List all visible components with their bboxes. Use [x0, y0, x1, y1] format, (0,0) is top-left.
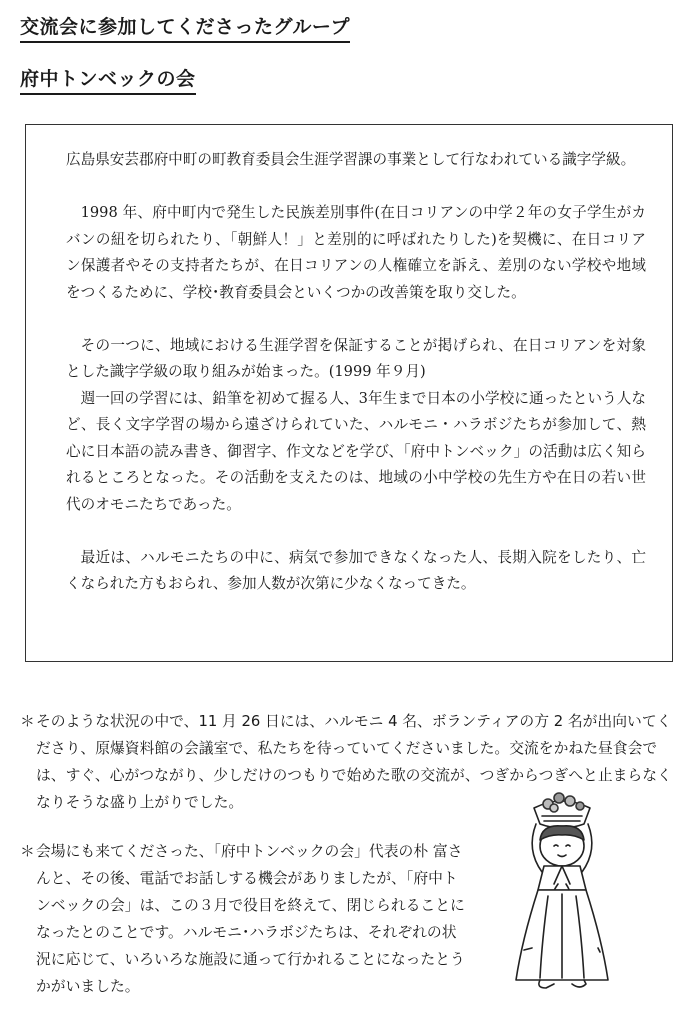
asterisk-mark: ＊ [20, 843, 35, 860]
paragraph-intro: 広島県安芸郡府中町の町教育委員会生涯学習課の事業として行なわれている識字学級。 [66, 151, 636, 168]
paragraph-activities: 週一回の学習には、鉛筆を初めて握る人、3年生まで日本の小学校に通ったという人など、長く文字学習の場から遠ざけられていた、ハルモニ・ハラボジたちが参加して、熱心に日本語の読み書き、御習字、作文などを学び、「府中トンベック」の活動は広く知られるところとなった。その活動を支えたのは、地域の小中学校の先生方や在日の若い世代のオモニたちであった。 [66, 389, 646, 513]
asterisk-mark: ＊ [20, 713, 35, 730]
note-text: 会場にも来てくださった、「府中トンベックの会」代表の朴 富さんと、その後、電話でお話しする機会がありましたが、「府中トンベックの会」は、この３月で役目を終えて、閉じられることになったとのことです。ハルモニ･ハラボジたちは、それぞれの状況に応じて、いろいろな施設に通って行かれることになったとうかがいました。 [36, 843, 465, 995]
note-item [20, 838, 466, 1000]
description-text [66, 147, 646, 598]
paragraph-background: 1998 年、府中町内で発生した民族差別事件(在日コリアンの中学２年の女子学生がカバンの紐を切られたり、「朝鮮人！」と差別的に呼ばれたりした)を契機に、在日コリアン保護者やその支持者たちが、在日コリアンの人権確立を訴え、差別のない学校や地域をつくるために、学校･教育委員会といくつかの改善策を取り交した。 [66, 204, 646, 301]
page-title: 交流会に参加してくださったグループ [20, 12, 350, 43]
woman-carrying-basket-icon [462, 780, 642, 1000]
note-text: そのような状況の中で、11 月 26 日には、ハルモニ 4 名、ボランティアの方 2 名が出向いてくださり、原爆資料館の会議室で、私たちを待っていてくださいました。交流をかねた昼食会では、すぐ、心がつながり、少しだけのつもりで始めた歌の交流が、つぎからつぎへと止まらなくなりそうな盛り上がりでした。 [36, 713, 672, 811]
paragraph-start: その一つに、地域における生涯学習を保証することが掲げられ、在日コリアンを対象とした識字学級の取り組みが始まった。(1999 年９月) [66, 336, 646, 380]
section-title: 府中トンベックの会 [20, 64, 196, 95]
description-box [25, 124, 673, 662]
paragraph-recent: 最近は、ハルモニたちの中に、病気で参加できなくなった人、長期入院をしたり、亡くなられた方もおられ、参加人数が次第に少なくなってきた。 [66, 548, 646, 592]
